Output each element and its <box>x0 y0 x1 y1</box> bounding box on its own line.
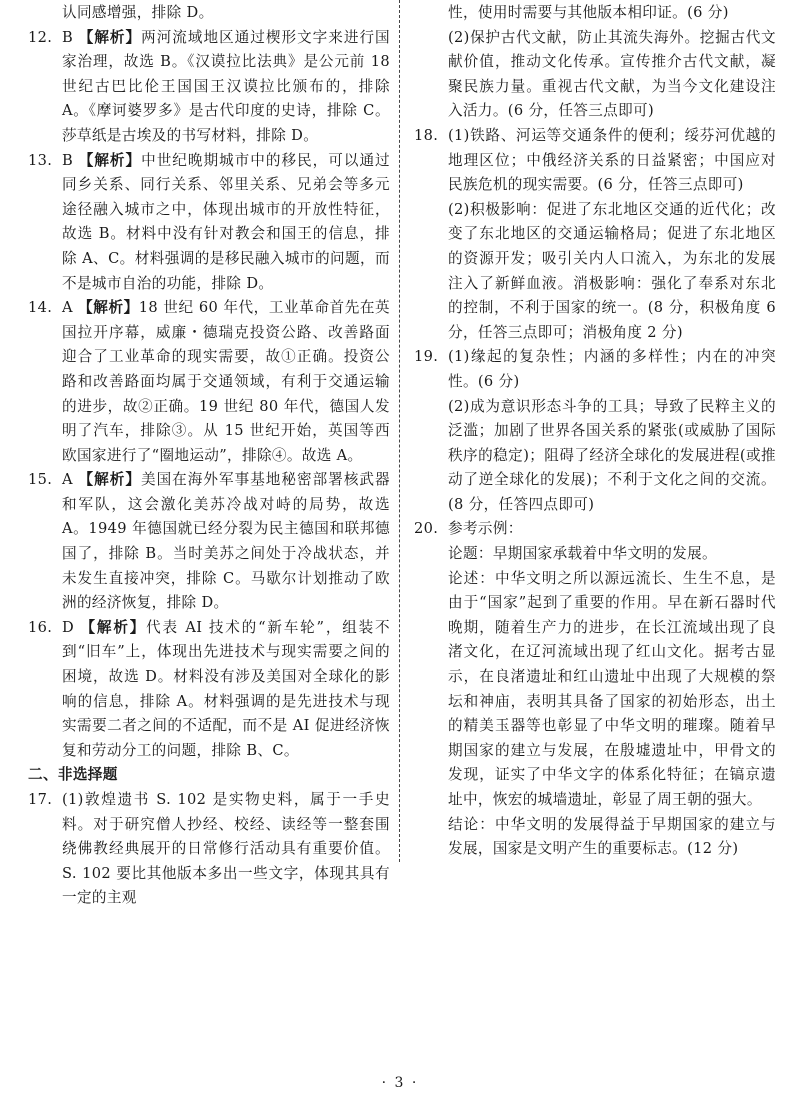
right-column <box>414 1 776 862</box>
left-column <box>28 1 390 911</box>
answer-choice: B <box>62 28 74 46</box>
item-18-part-2: (2)积极影响：促进了东北地区交通的近代化；改变了东北地区的交通运输格局；促进了东北地区的资源开发；吸引关内人口流入，为东北的发展注入了新鲜血液。消极影响：强化了奉系对东北的控制，不利于国家的统一。(8 分，积极角度 6 分，任答三点即可；消极角度 2 分) <box>448 200 776 341</box>
analysis-text: 18 世纪 60 年代，工业革命首先在英国拉开序幕，威廉・德瑞克投资公路、改善路面迎合了工业革命的现实需要，故①正确。投资公路和改善路面均属于交通领域，有利于交通运输的进步，故②正确。19 世纪 80 年代，德国人发明了汽车，排除③。从 15 世纪开始，英国等西欧国家进行了“圈地运动”，排除④。故选 A。 <box>62 299 390 464</box>
item-20-argument: 论述：中华文明之所以源远流长、生生不息，是由于“国家”起到了重要的作用。早在新石器时代晚期，随着生产力的进步，在长江流域出现了良渚文化，在辽河流域出现了红山文化。据考古显示，在良渚遗址和红山遗址中出现了大规模的祭坛和神庙，表明其具备了国家的初始形态，出土的精美玉器等也彰显了中华文明的璀璨。随着早期国家的建立与发展，在殷墟遗址中，甲骨文的发现，证实了中华文字的体系化特征；在镐京遗址中，恢宏的城墙遗址，彰显了周王朝的强大。 <box>448 569 776 808</box>
item-17-part-2: (2)保护古代文献，防止其流失海外。挖掘古代文献价值，推动文化传承。宣传推介古代文献，凝聚民族力量。重视古代文献，为当今文化建设注入活力。(6 分，任答三点即可) <box>448 28 776 120</box>
item-number: 19. <box>414 348 439 366</box>
item-number: 16. <box>28 618 53 636</box>
answer-item-13 <box>28 149 390 297</box>
item-number: 20. <box>414 520 439 538</box>
item-17-part-1: (1)敦煌遗书 S. 102 是实物史料，属于一手史料。对于研究僧人抄经、校经、读经等一整套围绕佛教经典展开的日常修行活动具有重要价值。S. 102 要比其他版本多出一些文字，体现其具有一定的主观 <box>62 791 390 907</box>
analysis-text: 美国在海外军事基地秘密部署核武器和军队，这会激化美苏冷战对峙的局势，故选 A。1949 年德国就已经分裂为民主德国和联邦德国了，排除 B。当时美苏之间处于冷战状态，并未发生直接冲突，排除 C。马歇尔计划推动了欧洲的经济恢复，排除 D。 <box>62 471 390 612</box>
analysis-text: 两河流域地区通过楔形文字来进行国家治理，故选 B。《汉谟拉比法典》是公元前 18 世纪古巴比伦王国国王汉谟拉比颁布的，排除 A。《摩诃婆罗多》是古代印度的史诗，排除 C。莎草纸是古埃及的书写材料，排除 D。 <box>62 28 390 144</box>
page-number: · 3 · <box>381 1075 419 1091</box>
answer-item-15 <box>28 468 390 616</box>
column-divider <box>399 0 400 862</box>
answer-item-16 <box>28 616 390 764</box>
section-heading: 二、非选择题 <box>28 766 118 784</box>
item-number: 15. <box>28 471 53 489</box>
analysis-tag: 【解析】 <box>78 471 141 489</box>
answer-item-14 <box>28 296 390 468</box>
answer-item-19 <box>414 345 776 394</box>
item-11-continuation: 认同感增强，排除 D。 <box>62 4 214 21</box>
analysis-tag: 【解析】 <box>78 299 139 317</box>
analysis-tag: 【解析】 <box>78 28 142 46</box>
analysis-text: 中世纪晚期城市中的移民，可以通过同乡关系、同行关系、邻里关系、兄弟会等多元途径融入城市之中，体现出城市的开放性特征，故选 B。材料中没有针对教会和国王的信息，排除 A、C。材料强调的是移民融入城市的问题，而不是城市自治的功能，排除 D。 <box>62 151 390 292</box>
answer-item-20 <box>414 517 776 542</box>
answer-item-17 <box>28 788 390 911</box>
analysis-tag: 【解析】 <box>80 618 147 636</box>
item-number: 12. <box>28 28 53 46</box>
answer-choice: D <box>62 618 75 636</box>
item-20-conclusion: 结论：中华文明的发展得益于早期国家的建立与发展，国家是文明产生的重要标志。(12 分) <box>448 815 776 858</box>
item-number: 13. <box>28 151 53 169</box>
item-number: 17. <box>28 791 53 808</box>
item-19-part-1: (1)缘起的复杂性；内涵的多样性；内在的冲突性。(6 分) <box>448 348 776 390</box>
item-number: 18. <box>414 126 439 144</box>
analysis-tag: 【解析】 <box>78 151 142 169</box>
answer-choice: A <box>62 471 73 489</box>
answer-choice: B <box>62 151 74 169</box>
item-19-part-2: (2)成为意识形态斗争的工具；导致了民粹主义的泛滥；加剧了世界各国关系的紧张(或威胁了国际秩序的稳定)；阻碍了经济全球化的发展进程(或推动了逆全球化的发展)；不利于文化之间的交流。(8 分，任答四点即可) <box>448 397 776 513</box>
answer-choice: A <box>62 299 73 317</box>
analysis-text: 代表 AI 技术的“新车轮”，组装不到“旧车”上，体现出先进技术与现实需要之间的困境，故选 D。材料没有涉及美国对全球化的影响的信息，排除 A。材料强调的是先进技术与现实需要二者之间的不适配，而不是 AI 促进经济恢复和劳动分工的问题，排除 B、C。 <box>62 618 390 759</box>
item-20-thesis: 论题：早期国家承载着中华文明的发展。 <box>448 545 717 563</box>
item-20-intro: 参考示例： <box>448 520 523 538</box>
item-17-part-1-continuation: 性，使用时需要与其他版本相印证。(6 分) <box>448 4 729 21</box>
item-18-part-1: (1)铁路、河运等交通条件的便利；绥芬河优越的地理区位；中俄经济关系的日益紧密；中国应对民族危机的现实需要。(6 分，任答三点即可) <box>448 126 776 194</box>
item-number: 14. <box>28 299 53 317</box>
answer-item-12 <box>28 26 390 149</box>
answer-item-18 <box>414 124 776 198</box>
